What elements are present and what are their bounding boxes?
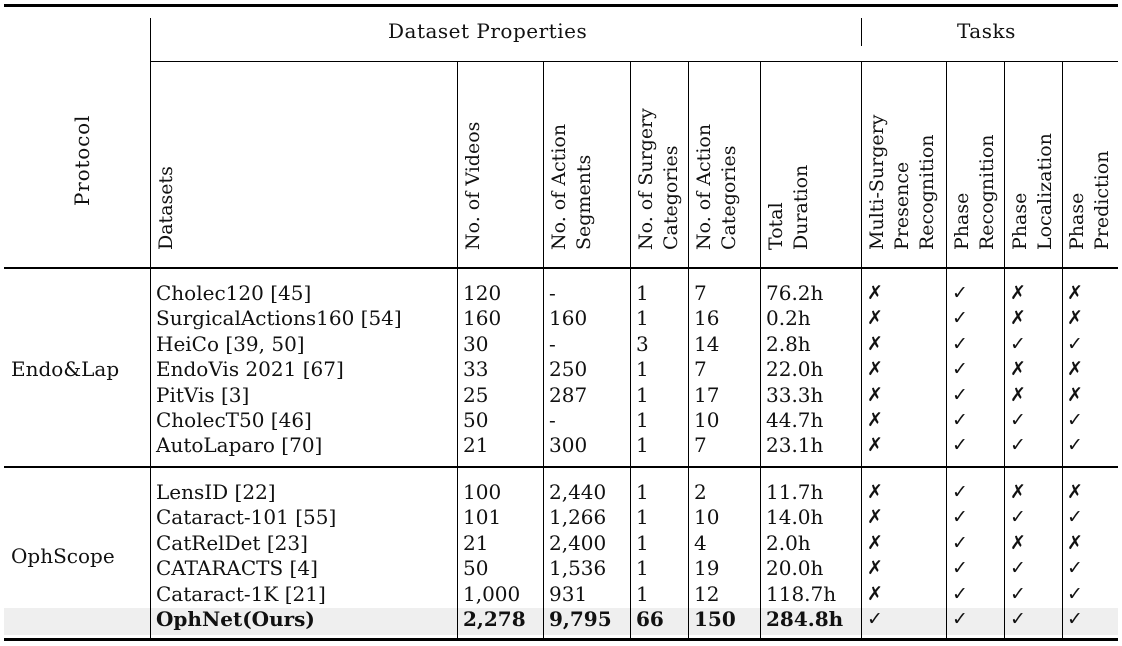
cell-action-cat: 10 (694, 408, 720, 432)
cell-videos: 30 (463, 331, 489, 356)
column-header-videos (461, 122, 486, 250)
cell-action-cat: 150 (694, 607, 736, 631)
column-divider (688, 62, 689, 639)
tasks-group-divider (861, 18, 862, 46)
properties-rule (150, 61, 1118, 62)
cell-segments: 2,440 (549, 480, 607, 504)
cell-duration: 14.0h (766, 505, 824, 530)
column-divider (1062, 62, 1063, 639)
column-header-line: Segments (573, 154, 595, 250)
cell-videos: 25 (463, 382, 489, 407)
checkmark-icon: ✓ (1010, 332, 1026, 355)
cross-icon: ✗ (867, 481, 883, 503)
checkmark-icon: ✓ (952, 409, 968, 431)
cell-action-cat: 19 (694, 556, 720, 581)
cross-icon: ✗ (1067, 481, 1083, 503)
column-header-line: Multi-Surgery (866, 114, 888, 250)
cross-icon: ✗ (1010, 307, 1026, 330)
dataset-name: Cholec120 [45] (156, 281, 312, 305)
cross-icon: ✗ (867, 506, 883, 529)
cell-surgery-cat: 1 (636, 581, 649, 606)
checkmark-icon: ✓ (952, 307, 968, 330)
cell-action-cat: 7 (694, 357, 707, 382)
cross-icon: ✗ (1010, 383, 1026, 406)
checkmark-icon: ✓ (952, 332, 968, 355)
cross-icon: ✗ (867, 557, 883, 580)
column-header-line: No. of Action (693, 123, 715, 250)
cross-icon: ✗ (1067, 358, 1083, 381)
cell-videos: 50 (463, 408, 489, 432)
cell-videos: 1,000 (463, 581, 521, 606)
cell-action-cat: 12 (694, 581, 720, 606)
column-divider (760, 62, 761, 639)
protocol-label: OphScope (11, 543, 115, 568)
cell-videos: 33 (463, 357, 489, 382)
cross-icon: ✗ (867, 358, 883, 381)
column-divider (457, 62, 458, 639)
cross-icon: ✗ (1010, 358, 1026, 381)
cell-videos: 100 (463, 480, 502, 504)
cell-surgery-cat: 1 (636, 556, 649, 581)
cell-segments: - (549, 281, 556, 305)
checkmark-icon: ✓ (1010, 434, 1026, 457)
cell-action-cat: 7 (694, 281, 707, 305)
dataset-name: OphNet(Ours) (156, 607, 315, 631)
checkmark-icon: ✓ (952, 531, 968, 554)
column-divider (150, 18, 151, 639)
cell-duration: 0.2h (766, 306, 811, 331)
cross-icon: ✗ (867, 531, 883, 554)
cross-icon: ✗ (1067, 383, 1083, 406)
cross-icon: ✗ (867, 282, 883, 304)
column-header-line: Categories (660, 145, 682, 250)
cross-icon: ✗ (867, 332, 883, 355)
column-divider (630, 62, 631, 639)
column-header-line: Categories (718, 145, 740, 250)
dataset-name: LensID [22] (156, 480, 276, 504)
checkmark-icon: ✓ (952, 434, 968, 457)
cell-action-cat: 17 (694, 382, 720, 407)
column-header-phase_rec (950, 135, 1000, 251)
checkmark-icon: ✓ (1010, 506, 1026, 529)
dataset-name: SurgicalActions160 [54] (156, 306, 402, 331)
cell-action-cat: 7 (694, 433, 707, 458)
cell-segments: 300 (549, 433, 588, 458)
column-header-line: Localization (1034, 133, 1056, 250)
column-header-multi (865, 115, 940, 250)
column-header-line: Duration (790, 164, 812, 250)
column-divider (861, 62, 862, 639)
cell-videos: 120 (463, 281, 502, 305)
dataset-name: HeiCo [39, 50] (156, 331, 305, 356)
tasks-header: Tasks (957, 19, 1016, 43)
dataset-name: EndoVis 2021 [67] (156, 357, 344, 382)
column-header-action_cat (692, 124, 742, 250)
checkmark-icon: ✓ (1067, 409, 1083, 431)
cell-action-cat: 4 (694, 530, 707, 555)
cell-action-cat: 10 (694, 505, 720, 530)
column-header-surgery_cat (634, 108, 684, 250)
checkmark-icon: ✓ (1010, 557, 1026, 580)
cross-icon: ✗ (867, 409, 883, 431)
cell-surgery-cat: 66 (636, 607, 664, 631)
top-rule (4, 4, 1118, 7)
column-header-line: Recognition (976, 134, 998, 250)
cell-segments: - (549, 331, 556, 356)
cross-icon: ✗ (1067, 531, 1083, 554)
checkmark-icon: ✓ (952, 608, 968, 630)
cross-icon: ✗ (867, 307, 883, 330)
cell-surgery-cat: 1 (636, 505, 649, 530)
cell-videos: 21 (463, 530, 489, 555)
cell-surgery-cat: 1 (636, 480, 649, 504)
column-divider (1004, 62, 1005, 639)
column-header-duration (764, 165, 814, 250)
checkmark-icon: ✓ (1067, 582, 1083, 605)
checkmark-icon: ✓ (1010, 582, 1026, 605)
column-divider (543, 62, 544, 639)
column-header-line: Phase (951, 192, 973, 250)
cell-surgery-cat: 3 (636, 331, 649, 356)
column-header-line: Total (765, 202, 787, 250)
checkmark-icon: ✓ (1010, 608, 1026, 630)
cell-duration: 23.1h (766, 433, 824, 458)
bottom-rule (4, 638, 1118, 641)
checkmark-icon: ✓ (1067, 506, 1083, 529)
dataset-name: CholecT50 [46] (156, 408, 312, 432)
column-header-line: No. of Videos (462, 121, 484, 250)
cell-segments: 9,795 (549, 607, 612, 631)
column-header-line: Presence (891, 161, 913, 250)
dataset-name: Cataract-101 [55] (156, 505, 337, 530)
column-header-line: Datasets (155, 166, 177, 250)
header-bottom-rule (4, 267, 1118, 269)
cell-segments: 1,266 (549, 505, 607, 530)
column-header-line: Phase (1009, 192, 1031, 250)
cell-segments: 287 (549, 382, 588, 407)
cell-segments: - (549, 408, 556, 432)
cell-surgery-cat: 1 (636, 530, 649, 555)
column-header-line: No. of Action (548, 123, 570, 250)
column-header-phase_loc (1008, 133, 1058, 250)
checkmark-icon: ✓ (1067, 557, 1083, 580)
checkmark-icon: ✓ (952, 358, 968, 381)
checkmark-icon: ✓ (867, 608, 883, 630)
checkmark-icon: ✓ (952, 557, 968, 580)
cell-duration: 284.8h (766, 607, 844, 631)
checkmark-icon: ✓ (1067, 332, 1083, 355)
dataset-name: AutoLaparo [70] (156, 433, 323, 458)
cell-duration: 118.7h (766, 581, 837, 606)
cell-videos: 21 (463, 433, 489, 458)
checkmark-icon: ✓ (1067, 608, 1083, 630)
cell-surgery-cat: 1 (636, 408, 649, 432)
cell-surgery-cat: 1 (636, 281, 649, 305)
checkmark-icon: ✓ (952, 282, 968, 304)
checkmark-icon: ✓ (952, 383, 968, 406)
cell-duration: 11.7h (766, 480, 824, 504)
column-header-segments (547, 124, 597, 250)
group-separator-rule (4, 466, 1118, 468)
column-header-line: Prediction (1091, 150, 1113, 250)
checkmark-icon: ✓ (1010, 409, 1026, 431)
cross-icon: ✗ (1010, 531, 1026, 554)
cell-segments: 1,536 (549, 556, 607, 581)
cross-icon: ✗ (867, 434, 883, 457)
cell-duration: 22.0h (766, 357, 824, 382)
cell-videos: 101 (463, 505, 502, 530)
checkmark-icon: ✓ (952, 481, 968, 503)
cell-duration: 20.0h (766, 556, 824, 581)
cell-duration: 2.0h (766, 530, 811, 555)
dataset-name: CatRelDet [23] (156, 530, 308, 555)
cell-videos: 2,278 (463, 607, 526, 631)
cross-icon: ✗ (1067, 307, 1083, 330)
column-divider (946, 62, 947, 639)
cell-segments: 931 (549, 581, 588, 606)
cell-surgery-cat: 1 (636, 357, 649, 382)
dataset-name: CATARACTS [4] (156, 556, 318, 581)
cell-duration: 76.2h (766, 281, 824, 305)
column-header-line: Phase (1066, 192, 1088, 250)
cross-icon: ✗ (1010, 481, 1026, 503)
cell-segments: 2,400 (549, 530, 607, 555)
cross-icon: ✗ (867, 383, 883, 406)
checkmark-icon: ✓ (952, 582, 968, 605)
dataset-name: Cataract-1K [21] (156, 581, 326, 606)
cell-duration: 33.3h (766, 382, 824, 407)
dataset-properties-header: Dataset Properties (388, 19, 588, 43)
checkmark-icon: ✓ (1067, 434, 1083, 457)
cell-action-cat: 2 (694, 480, 707, 504)
protocol-header: Protocol (70, 114, 94, 206)
cell-action-cat: 16 (694, 306, 720, 331)
protocol-label: Endo&Lap (11, 357, 120, 382)
cross-icon: ✗ (1067, 282, 1083, 304)
cell-duration: 2.8h (766, 331, 811, 356)
cross-icon: ✗ (1010, 282, 1026, 304)
cell-surgery-cat: 1 (636, 382, 649, 407)
cell-videos: 50 (463, 556, 489, 581)
checkmark-icon: ✓ (952, 506, 968, 529)
cell-videos: 160 (463, 306, 502, 331)
cell-segments: 160 (549, 306, 588, 331)
cell-action-cat: 14 (694, 331, 720, 356)
cell-surgery-cat: 1 (636, 306, 649, 331)
column-header-datasets (154, 166, 179, 250)
column-header-phase_pred (1065, 151, 1115, 250)
cell-segments: 250 (549, 357, 588, 382)
dataset-name: PitVis [3] (156, 382, 250, 407)
cell-duration: 44.7h (766, 408, 824, 432)
cell-surgery-cat: 1 (636, 433, 649, 458)
cross-icon: ✗ (867, 582, 883, 605)
column-header-line: No. of Surgery (635, 108, 657, 250)
column-header-line: Recognition (916, 134, 938, 250)
